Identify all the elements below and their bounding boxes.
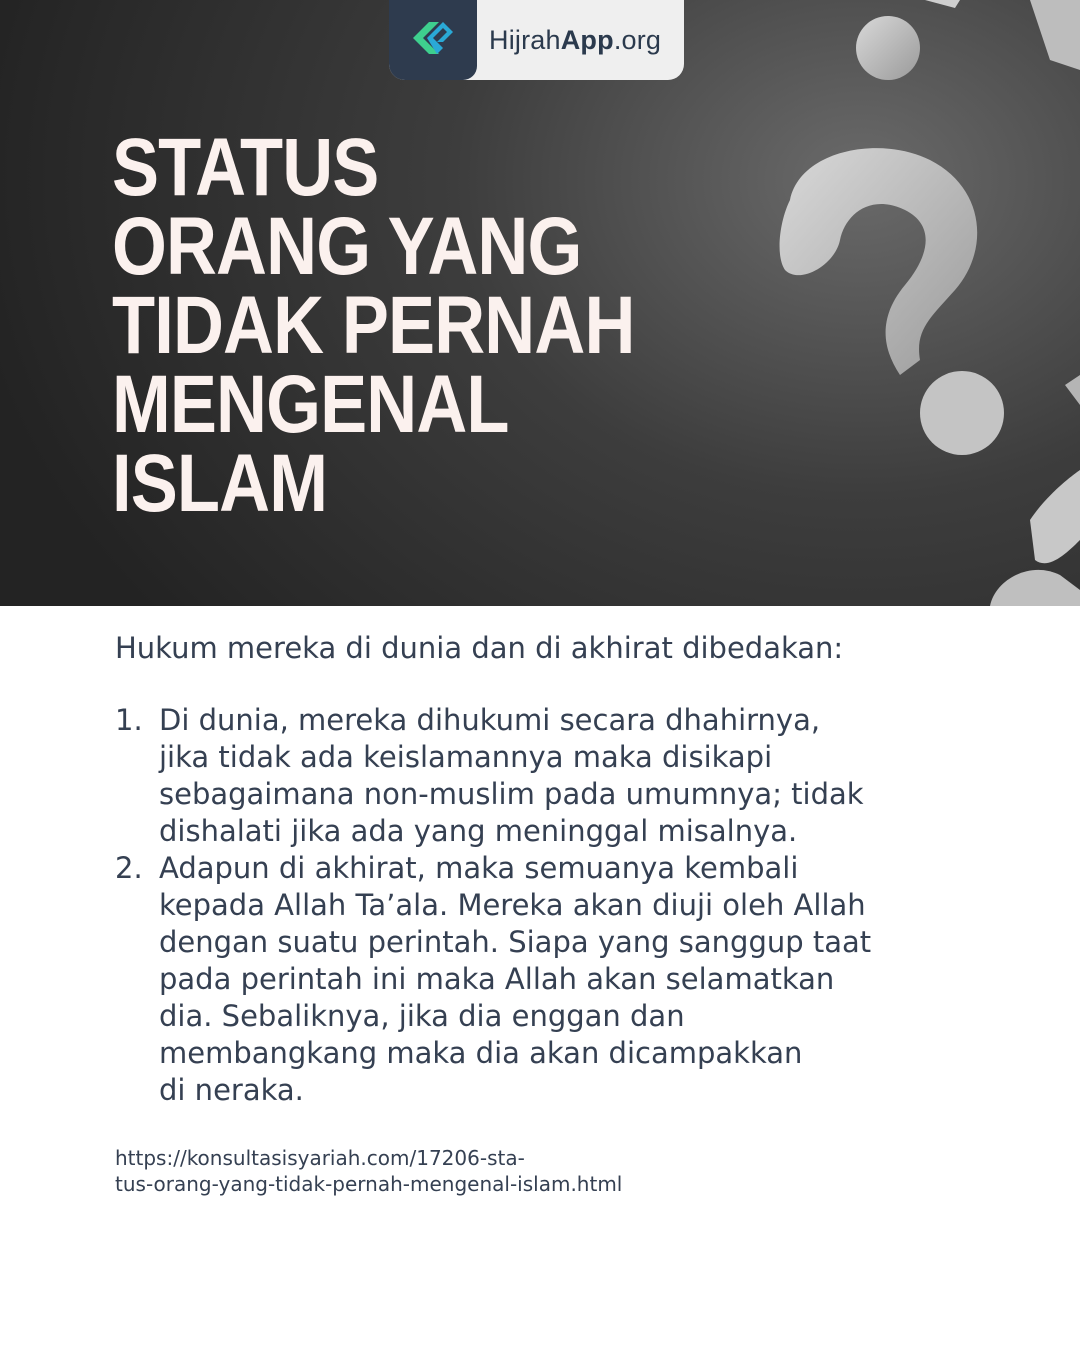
- article-body: [115, 628, 965, 1197]
- title-line: MENGENAL: [112, 359, 509, 450]
- list-line: pada perintah ini maka Allah akan selamatkan: [159, 962, 835, 996]
- source-link-line: tus-orang-yang-tidak-pernah-mengenal-islam.html: [115, 1172, 623, 1196]
- list-line: sebagaimana non-muslim pada umumnya; tidak: [159, 777, 864, 811]
- list-line: dia. Sebaliknya, jika dia enggan dan: [159, 999, 685, 1033]
- page-title: [112, 122, 662, 529]
- list-number: 2.: [115, 851, 143, 885]
- brand-name-regular: Hijrah: [489, 24, 561, 55]
- list-item: [115, 702, 965, 850]
- hijrahapp-logo-icon: [389, 0, 477, 80]
- list-line: dengan suatu perintah. Siapa yang sanggup taat: [159, 925, 872, 959]
- brand-logo[interactable]: [389, 0, 684, 80]
- list-line: Adapun di akhirat, maka semuanya kembali: [159, 851, 799, 885]
- title-line: STATUS: [112, 122, 379, 213]
- brand-name-suffix: .org: [613, 24, 662, 55]
- list-line: membangkang maka dia akan dicampakkan: [159, 1036, 803, 1070]
- list-line: kepada Allah Ta’ala. Mereka akan diuji oleh Allah: [159, 888, 866, 922]
- title-line: TIDAK PERNAH: [112, 280, 635, 371]
- list-line: Di dunia, mereka dihukumi secara dhahirnya,: [159, 703, 821, 737]
- title-line: ISLAM: [112, 438, 328, 529]
- ruling-list: [115, 702, 965, 1109]
- list-number: 1.: [115, 703, 143, 737]
- brand-name: [489, 25, 661, 56]
- list-line: di neraka.: [159, 1073, 304, 1107]
- list-line: jika tidak ada keislamannya maka disikapi: [159, 740, 773, 774]
- list-item: [115, 850, 965, 1109]
- list-line: dishalati jika ada yang meninggal misalnya.: [159, 814, 798, 848]
- brand-name-bold: App: [560, 24, 614, 55]
- source-link-line: https://konsultasisyariah.com/17206-sta-: [115, 1146, 525, 1170]
- source-link[interactable]: [115, 1145, 735, 1197]
- hero-banner: [0, 0, 1080, 606]
- title-line: ORANG YANG: [112, 201, 582, 292]
- intro-text: Hukum mereka di dunia dan di akhirat dibedakan:: [115, 631, 844, 665]
